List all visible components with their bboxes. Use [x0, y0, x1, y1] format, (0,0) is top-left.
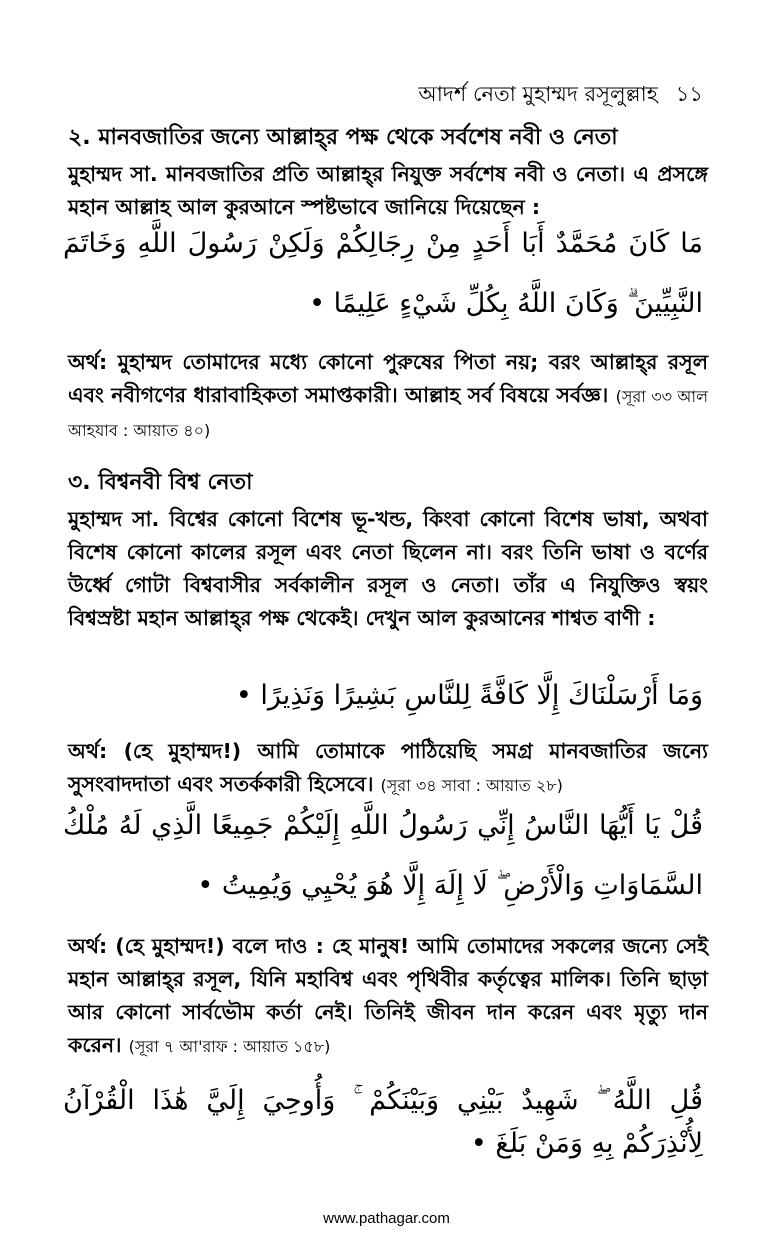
arabic-verse-34-28: وَمَا أَرْسَلْنَاكَ إِلَّا كَافَّةً لِلنَّاسِ بَشِيرًا وَنَذِيرًا •: [235, 680, 703, 711]
arabic-verse-33-40-line-1: مَا كَانَ مُحَمَّدٌ أَبَا أَحَدٍ مِنْ رِجَالِكُمْ وَلَكِنْ رَسُولَ اللَّهِ وَخَاتَمَ: [63, 228, 703, 259]
section-2-heading: ২. মানবজাতির জন্যে আল্লাহ্‌র পক্ষ থেকে সর্বশেষ নবী ও নেতা: [68, 125, 618, 150]
arabic-verse-6-19-line-1: قُلِ اللَّهُ ۖ شَهِيدٌ بَيْنِي وَبَيْنَكُمْ ۚ وَأُوحِيَ إِلَيَّ هَٰذَا الْقُرْآنُ: [63, 1085, 703, 1116]
section-3-intro: মুহাম্মদ সা. বিশ্বের কোনো বিশেষ ভূ-খন্ড, কিংবা কোনো বিশেষ ভাষা, অথবা বিশেষ কোনো কালের রসূল এবং নেতা ছিলেন না। বরং তিনি ভাষা ও বর্ণের উর্ধ্বে গোটা বিশ্ববাসীর সর্বকালীন রসূল ও নেতা। তাঁর এ নিযুক্তিও স্বয়ং বিশ্বস্রষ্টা মহান আল্লাহ্‌র পক্ষ থেকেই। দেখুন আল কুরআনের শাশ্বত বাণী :: [68, 507, 708, 630]
arabic-verse-33-40-line-2: النَّبِيِّينَ ۗ وَكَانَ اللَّهُ بِكُلِّ شَيْءٍ عَلِيمًا •: [309, 288, 703, 319]
running-header: [418, 78, 703, 113]
section-2-intro: মুহাম্মদ সা. মানবজাতির প্রতি আল্লাহ্‌র নিযুক্ত সর্বশেষ নবী ও নেতা। এ প্রসঙ্গে মহান আল্লাহ আল কুরআনে স্পষ্টভাবে জানিয়ে দিয়েছেন :: [68, 162, 708, 219]
arabic-verse-7-158-line-2: السَّمَاوَاتِ وَالْأَرْضِ ۖ لَا إِلَهَ إِلَّا هُوَ يُحْيِي وَيُمِيتُ •: [197, 870, 703, 901]
running-title: আদর্শ নেতা মুহাম্মদ রসূলুল্লাহ: [418, 82, 658, 106]
reference-33-40: (সূরা ৩৩ আল আহযাব : আয়াত ৪০): [68, 387, 709, 440]
reference-34-28: (সূরা ৩৪ সাবা : আয়াত ২৮): [380, 776, 563, 795]
reference-7-158: (সূরা ৭ আ'রাফ : আয়াত ১৫৮): [128, 1037, 331, 1056]
arabic-verse-7-158-line-1: قُلْ يَا أَيُّهَا النَّاسُ إِنِّي رَسُولُ اللَّهِ إِلَيْكُمْ جَمِيعًا الَّذِي لَهُ مُلْكُ: [63, 810, 703, 841]
arabic-verse-6-19-line-2: لِأُنْذِرَكُمْ بِهِ وَمَنْ بَلَغَ •: [470, 1128, 703, 1159]
meaning-34-28: [68, 735, 708, 802]
meaning-7-158: [68, 930, 708, 1063]
footer-url: www.pathagar.com: [323, 1210, 450, 1227]
section-3-heading: ৩. বিশ্বনবী বিশ্ব নেতা: [68, 470, 253, 495]
meaning-text: অর্থ: (হে মুহাম্মদ!) বলে দাও : হে মানুষ! আমি তোমাদের সকলের জন্যে সেই মহান আল্লাহ্‌র রসূল, যিনি মহাবিশ্ব এবং পৃথিবীর কর্তৃত্বের মালিক। তিনি ছাড়া আর কোনো সার্বভৌম কর্তা নেই। তিনিই জীবন দান করেন এবং মৃত্যু দান করেন।: [68, 934, 708, 1057]
page-number: ১১: [675, 82, 703, 106]
meaning-text: অর্থ: মুহাম্মদ তোমাদের মধ্যে কোনো পুরুষের পিতা নয়; বরং আল্লাহ্‌র রসূল এবং নবীগণের ধারাবাহিকতা সমাপ্তকারী। আল্লাহ সর্ব বিষয়ে সর্বজ্ঞ।: [68, 350, 708, 407]
meaning-33-40: [68, 346, 708, 447]
meaning-text: অর্থ: (হে মুহাম্মদ!) আমি তোমাকে পাঠিয়েছি সমগ্র মানবজাতির জন্যে সুসংবাদদাতা এবং সতর্ককারী হিসেবে।: [68, 739, 708, 796]
